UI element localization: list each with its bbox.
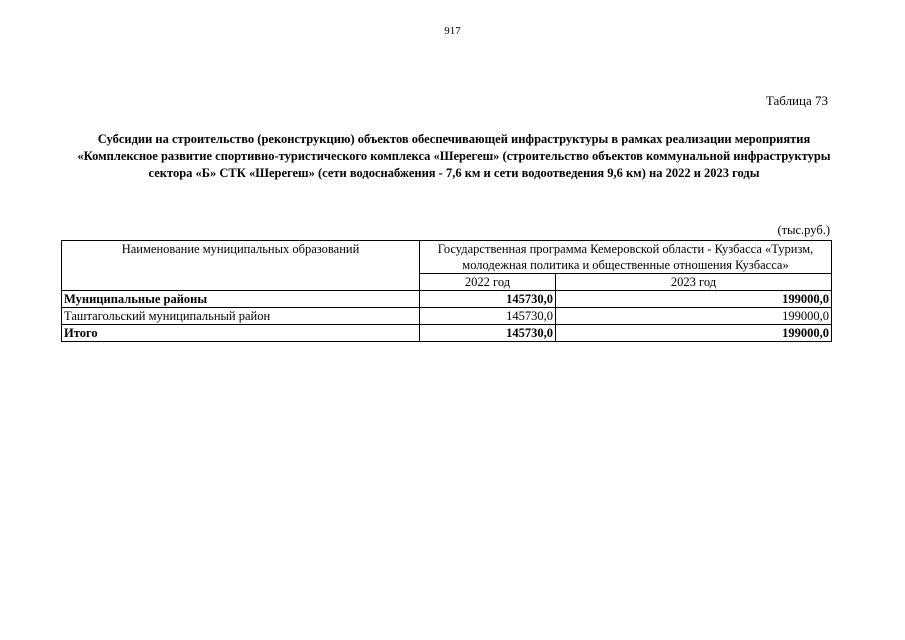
row-name: Итого xyxy=(62,325,420,342)
header-year-2022: 2022 год xyxy=(420,274,556,291)
row-name: Таштагольский муниципальный район xyxy=(62,308,420,325)
row-name: Муниципальные районы xyxy=(62,291,420,308)
row-value-2022: 145730,0 xyxy=(420,325,556,342)
row-value-2022: 145730,0 xyxy=(420,291,556,308)
row-value-2022: 145730,0 xyxy=(420,308,556,325)
row-value-2023: 199000,0 xyxy=(556,325,832,342)
header-year-2023: 2023 год xyxy=(556,274,832,291)
unit-label: (тыс.руб.) xyxy=(777,223,830,237)
header-state-program: Государственная программа Кемеровской области - Кузбасса «Туризм, молодежная политика и общественные отношения Кузбасса» xyxy=(420,241,832,274)
table-row xyxy=(62,308,832,325)
table-label: Таблица 73 xyxy=(765,93,828,108)
subsidy-table xyxy=(61,240,832,342)
row-value-2023: 199000,0 xyxy=(556,308,832,325)
row-value-2023: 199000,0 xyxy=(556,291,832,308)
header-municipality-name: Наименование муниципальных образований xyxy=(62,241,420,291)
table-row xyxy=(62,325,832,342)
table-row xyxy=(62,291,832,308)
page-number: 917 xyxy=(444,25,461,37)
document-title: Субсидии на строительство (реконструкцию) объектов обеспечивающей инфраструктуры в рамках реализации мероприятия «Комплексное развитие спортивно-туристического комплекса «Шерегеш» (строительство объектов коммунальной инфраструктуры сектора «Б» СТК «Шерегеш» (сети водоснабжения - 7,6 км и сети водоотведения 9,6 км) на 2022 и 2023 годы xyxy=(77,132,831,180)
table-header-row xyxy=(62,241,832,274)
